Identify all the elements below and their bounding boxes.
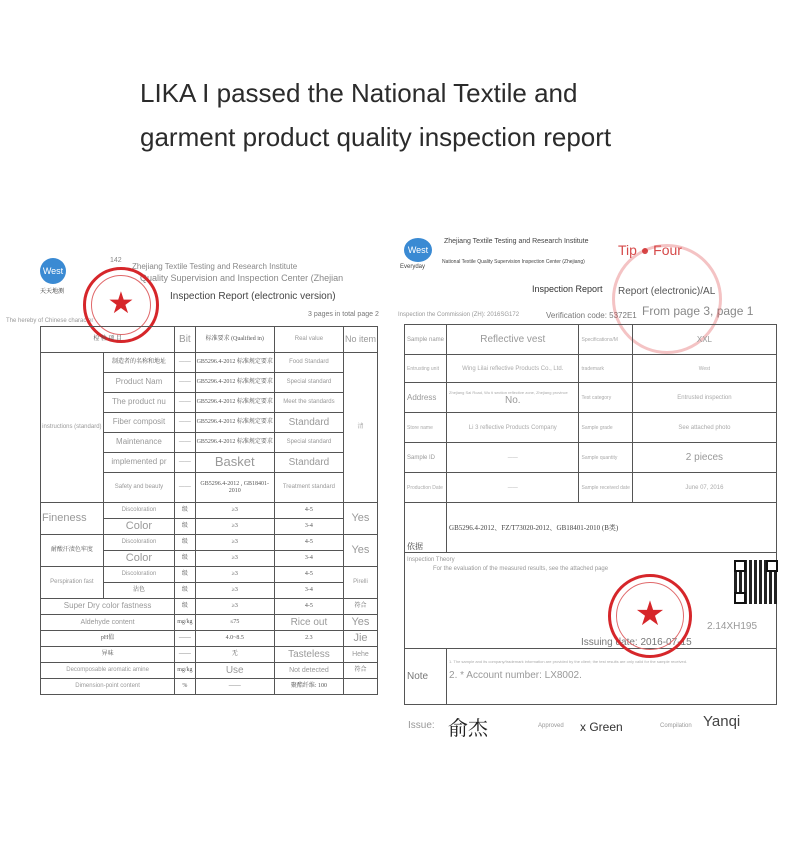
table-row <box>41 679 378 695</box>
row-standard: GB5296.4-2012 标准规定要求 <box>195 433 274 453</box>
row-real: Special standard <box>274 433 343 453</box>
table-row <box>41 599 378 615</box>
sweat-label: 耐酸汗渍色牢度 <box>41 535 104 567</box>
row-real: 3-4 <box>274 519 343 535</box>
row-item: Fiber composit <box>103 413 174 433</box>
sweat-result: Yes <box>343 535 377 567</box>
row-standard: 无 <box>195 647 274 663</box>
row-result: 符合 <box>343 599 377 615</box>
table-row <box>41 663 378 679</box>
row-item: Safety and beauty <box>103 473 174 503</box>
note-line-2: 2. * Account number: LX8002. <box>449 670 582 681</box>
sample-id-label: Sample ID <box>405 443 447 473</box>
approved-name: x Green <box>580 720 623 734</box>
address-value <box>447 383 579 413</box>
row-real: Not detected <box>274 663 343 679</box>
spec-value: XXL <box>632 325 776 355</box>
row-real: Meet the standards <box>274 393 343 413</box>
row-item: pH值 <box>41 631 175 647</box>
report-code: 2.14XH195 <box>707 621 758 632</box>
row-unit: —— <box>175 433 195 453</box>
row-standard: ≤75 <box>195 615 274 631</box>
report-type: Inspection Report <box>532 284 603 294</box>
header-real-value: Real value <box>274 327 343 353</box>
header-standard: 标准要求 (Qualified in) <box>195 327 274 353</box>
headline-line-2: garment product quality inspection report <box>140 122 612 152</box>
row-standard: GB5296.4-2012 标准规定要求 <box>195 413 274 433</box>
alkali-label: Perspiration fast <box>41 567 104 599</box>
fineness-label: Fineness <box>41 503 104 535</box>
report-number-fragment: 142 <box>110 257 122 264</box>
table-row <box>405 473 777 503</box>
row-unit: mg/kg <box>175 615 195 631</box>
table-row <box>405 649 777 705</box>
row-real: Treatment standard <box>274 473 343 503</box>
sample-id-value: —— <box>447 443 579 473</box>
conclusion-text: For the evaluation of the measured results, see the attached page <box>433 566 609 572</box>
issuing-date: Issuing date: 2016-07-15 <box>581 637 692 648</box>
row-item: The product nu <box>103 393 174 413</box>
table-row <box>41 567 378 583</box>
row-sub: 沾色 <box>103 583 174 599</box>
row-unit: —— <box>175 647 195 663</box>
row-result <box>343 679 377 695</box>
center-name: National Textile Quality Supervision Inspection Center (Zhejiang) <box>442 259 585 265</box>
table-row <box>41 647 378 663</box>
row-real: 4-5 <box>274 567 343 583</box>
table-row <box>41 503 378 519</box>
row-real: 2.3 <box>274 631 343 647</box>
spec-label: Specifications/M <box>579 325 632 355</box>
row-unit: —— <box>175 353 195 373</box>
group-result: 清 <box>343 353 377 503</box>
row-real: Tasteless <box>274 647 343 663</box>
row-item: implemented pr <box>103 453 174 473</box>
red-seal-stamp: ★ <box>608 574 692 658</box>
table-row <box>405 325 777 355</box>
issue-label: Issue: <box>408 720 435 731</box>
store-label: Store name <box>405 413 447 443</box>
row-sub: Color <box>103 519 174 535</box>
row-item: 异味 <box>41 647 175 663</box>
row-standard: ≥3 <box>195 535 274 551</box>
conclusion-cell <box>405 553 777 649</box>
table-row <box>405 553 777 649</box>
table-row <box>405 355 777 383</box>
hereby-note: The hereby of Chinese character <box>6 318 94 324</box>
row-standard: GB5296.4-2012 , GB18401-2010 <box>195 473 274 503</box>
row-item: Dimension-point content <box>41 679 175 695</box>
row-real: 3-4 <box>274 583 343 599</box>
row-unit: —— <box>175 393 195 413</box>
table-row <box>405 413 777 443</box>
row-standard: Basket <box>195 453 274 473</box>
note-line-1: 1. The sample and its company/trademark information are provided by the client; the test results are only valid for the sample received. <box>449 659 688 664</box>
from-page: From page 3, page 1 <box>642 304 754 318</box>
row-item: Aldehyde content <box>41 615 175 631</box>
address-text: Zhejiang Sai Road, Wu ti section reflective zone, Zhejiang province <box>449 389 568 395</box>
row-standard: —— <box>195 679 274 695</box>
row-real: 4-5 <box>274 535 343 551</box>
production-date-value: —— <box>447 473 579 503</box>
row-real: 4-5 <box>274 599 343 615</box>
row-real: 3-4 <box>274 551 343 567</box>
report-electronic: Report (electronic)/AL <box>618 286 716 297</box>
row-sub: Discoloration <box>103 503 174 519</box>
row-item: 制造者的名称和地址 <box>103 353 174 373</box>
header-no-item: No item <box>343 327 377 353</box>
row-unit: 级 <box>175 567 195 583</box>
institute-name: Zhejiang Textile Testing and Research Institute <box>444 238 589 245</box>
row-unit: 级 <box>175 503 195 519</box>
row-real: 聚酯纤维: 100 <box>274 679 343 695</box>
basis-label: 依据 <box>405 503 447 553</box>
table-row <box>405 383 777 413</box>
store-value: Li 3 reflective Products Company <box>447 413 579 443</box>
test-category-value: Entrusted inspection <box>632 383 776 413</box>
production-date-label: Production Date <box>405 473 447 503</box>
pages-note: 3 pages in total page 2 <box>308 311 379 318</box>
row-unit: 级 <box>175 551 195 567</box>
row-unit: —— <box>175 373 195 393</box>
row-result: Jie <box>343 631 377 647</box>
fineness-result: Yes <box>343 503 377 535</box>
tip-label: Tip ● Four <box>618 242 682 258</box>
row-standard: ≥3 <box>195 519 274 535</box>
row-standard: GB5296.4-2012 标准规定要求 <box>195 373 274 393</box>
trademark-value: West <box>632 355 776 383</box>
report-type: Inspection Report (electronic version) <box>170 291 336 302</box>
row-sub: Discoloration <box>103 535 174 551</box>
row-real: Standard <box>274 413 343 433</box>
group-label: instructions (standard) <box>41 353 104 503</box>
row-real: 4-5 <box>274 503 343 519</box>
row-standard: ≥3 <box>195 503 274 519</box>
institute-logo <box>404 238 432 262</box>
row-real: Standard <box>274 453 343 473</box>
row-sub: Color <box>103 551 174 567</box>
entrust-value: Wing Lilai reflective Products Co., Ltd. <box>447 355 579 383</box>
logo-text: West <box>407 245 429 255</box>
row-unit: % <box>175 679 195 695</box>
row-result: Yes <box>343 615 377 631</box>
left-inspection-table <box>40 326 378 695</box>
address-no: No. <box>504 394 521 406</box>
right-inspection-table <box>404 324 777 705</box>
qr-code-icon <box>734 560 778 604</box>
note-cell <box>447 649 777 705</box>
table-row <box>41 535 378 551</box>
sample-qty-label: Sample quantity <box>579 443 632 473</box>
row-standard: ≥3 <box>195 599 274 615</box>
approved-label: Approved <box>538 723 564 729</box>
verification-code: Verification code: 5372E1 <box>546 311 637 320</box>
row-unit: mg/kg <box>175 663 195 679</box>
sample-grade-value: See attached photo <box>632 413 776 443</box>
row-unit: —— <box>175 453 195 473</box>
row-standard: Use <box>195 663 274 679</box>
test-category-label: Test category <box>579 383 632 413</box>
row-item: Product Nam <box>103 373 174 393</box>
table-row <box>405 503 777 553</box>
center-name: Quality Supervision and Inspection Center (Zhejian <box>140 273 344 283</box>
sample-name-label: Sample name <box>405 325 447 355</box>
row-unit: —— <box>175 631 195 647</box>
row-item: Maintenance <box>103 433 174 453</box>
row-unit: —— <box>175 413 195 433</box>
logo-subtext: Everyday <box>400 264 426 270</box>
basis-value: GB5296.4-2012、FZ/T73020-2012、GB18401-2010 (B类) <box>447 503 777 553</box>
table-row <box>405 443 777 473</box>
address-label: Address <box>405 383 447 413</box>
logo-subtext: 天天地测 <box>40 289 65 295</box>
row-result: 符合 <box>343 663 377 679</box>
header-item: 检 验 项 目 <box>41 327 175 353</box>
table-header-row <box>41 327 378 353</box>
row-result: Hehe <box>343 647 377 663</box>
row-standard: GB5296.4-2012 标准规定要求 <box>195 393 274 413</box>
compilation-label: Compilation <box>660 723 692 729</box>
institute-name: Zhejiang Textile Testing and Research Institute <box>132 262 298 271</box>
compilation-name: Yanqi <box>703 713 741 730</box>
table-row <box>41 615 378 631</box>
headline-line-1: LIKA I passed the National Textile and <box>140 78 578 108</box>
trademark-label: trademark <box>579 355 632 383</box>
row-real: Rice out <box>274 615 343 631</box>
row-item: Super Dry color fastness <box>41 599 175 615</box>
alkali-result: Pirelli <box>343 567 377 599</box>
row-sub: Discoloration <box>103 567 174 583</box>
row-unit: 级 <box>175 599 195 615</box>
table-row <box>41 353 378 373</box>
sample-name-value: Reflective vest <box>447 325 579 355</box>
sample-grade-label: Sample grade <box>579 413 632 443</box>
row-unit: 级 <box>175 519 195 535</box>
issue-signature: 俞杰 <box>448 716 488 740</box>
row-standard: ≥3 <box>195 551 274 567</box>
row-unit: 级 <box>175 583 195 599</box>
row-standard: ≥3 <box>195 583 274 599</box>
row-real: Special standard <box>274 373 343 393</box>
red-seal-stamp: ★ <box>83 267 159 343</box>
header-bit: Bit <box>175 327 195 353</box>
logo-text: West <box>42 266 64 276</box>
row-real: Food Standard <box>274 353 343 373</box>
institute-logo <box>40 258 66 284</box>
received-value: June 07, 2016 <box>632 473 776 503</box>
commission-note: Inspection the Commission (ZH): 2016SG172 <box>398 312 520 318</box>
received-label: Sample received date <box>579 473 632 503</box>
conclusion-label: Inspection Theory <box>407 557 455 563</box>
entrust-label: Entrusting unit <box>405 355 447 383</box>
row-unit: 级 <box>175 535 195 551</box>
row-item: Decomposable aromatic amine <box>41 663 175 679</box>
note-label: Note <box>405 649 447 705</box>
table-row <box>41 631 378 647</box>
sample-qty-value: 2 pieces <box>632 443 776 473</box>
row-standard: GB5296.4-2012 标准规定要求 <box>195 353 274 373</box>
row-standard: ≥3 <box>195 567 274 583</box>
row-standard: 4.0~8.5 <box>195 631 274 647</box>
row-unit: —— <box>175 473 195 503</box>
